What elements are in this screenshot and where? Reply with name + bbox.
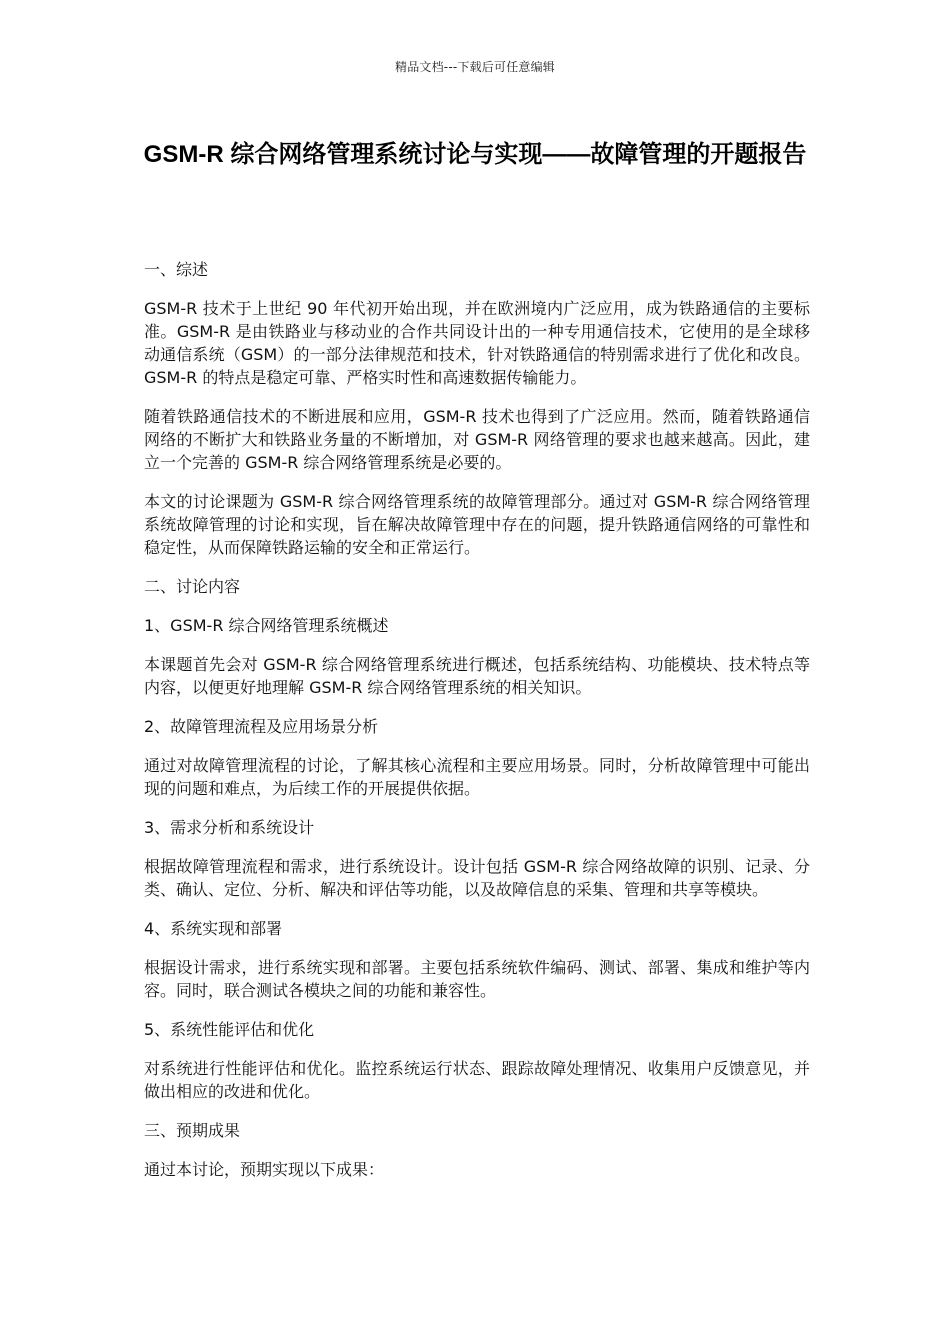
document-body <box>144 258 810 1197</box>
document-title: GSM-R 综合网络管理系统讨论与实现——故障管理的开题报告 <box>143 141 807 168</box>
paragraph: 根据故障管理流程和需求，进行系统设计。设计包括 GSM-R 综合网络故障的识别、记录、分类、确认、定位、分析、解决和评估等功能，以及故障信息的采集、管理和共享等模块。 <box>144 857 810 899</box>
subsection-heading: 3、需求分析和系统设计 <box>144 818 315 837</box>
paragraph: 根据设计需求，进行系统实现和部署。主要包括系统软件编码、测试、部署、集成和维护等内容。同时，联合测试各模块之间的功能和兼容性。 <box>144 958 810 1000</box>
section-heading-expected-results: 三、预期成果 <box>144 1121 241 1140</box>
paragraph: 本课题首先会对 GSM-R 综合网络管理系统进行概述，包括系统结构、功能模块、技术特点等内容，以便更好地理解 GSM-R 综合网络管理系统的相关知识。 <box>144 655 810 697</box>
subsection-heading: 1、GSM-R 综合网络管理系统概述 <box>144 616 389 635</box>
subsection-heading: 5、系统性能评估和优化 <box>144 1020 315 1039</box>
paragraph: 本文的讨论课题为 GSM-R 综合网络管理系统的故障管理部分。通过对 GSM-R 综合网络管理系统故障管理的讨论和实现，旨在解决故障管理中存在的问题，提升铁路通信网络的可靠性和稳定性，从而保障铁路运输的安全和正常运行。 <box>144 492 810 557</box>
subsection-heading: 2、故障管理流程及应用场景分析 <box>144 717 379 736</box>
section-heading-research-content: 二、讨论内容 <box>144 577 241 596</box>
paragraph: 对系统进行性能评估和优化。监控系统运行状态、跟踪故障处理情况、收集用户反馈意见，并做出相应的改进和优化。 <box>144 1059 810 1101</box>
paragraph: 通过本讨论，预期实现以下成果： <box>144 1160 385 1179</box>
subsection-heading: 4、系统实现和部署 <box>144 919 283 938</box>
header-note: 精品文档---下载后可任意编辑 <box>395 60 555 74</box>
paragraph: 随着铁路通信技术的不断进展和应用，GSM-R 技术也得到了广泛应用。然而，随着铁路通信网络的不断扩大和铁路业务量的不断增加，对 GSM-R 网络管理的要求也越来越高。因此，建立一个完善的 GSM-R 综合网络管理系统是必要的。 <box>144 407 810 472</box>
paragraph: 通过对故障管理流程的讨论，了解其核心流程和主要应用场景。同时，分析故障管理中可能出现的问题和难点，为后续工作的开展提供依据。 <box>144 756 810 798</box>
paragraph: GSM-R 技术于上世纪 90 年代初开始出现，并在欧洲境内广泛应用，成为铁路通信的主要标准。GSM-R 是由铁路业与移动业的合作共同设计出的一种专用通信技术，它使用的是全球移动通信系统（GSM）的一部分法律规范和技术，针对铁路通信的特别需求进行了优化和改良。GSM-R 的特点是稳定可靠、严格实时性和高速数据传输能力。 <box>144 299 810 387</box>
section-heading-overview: 一、综述 <box>144 260 209 279</box>
